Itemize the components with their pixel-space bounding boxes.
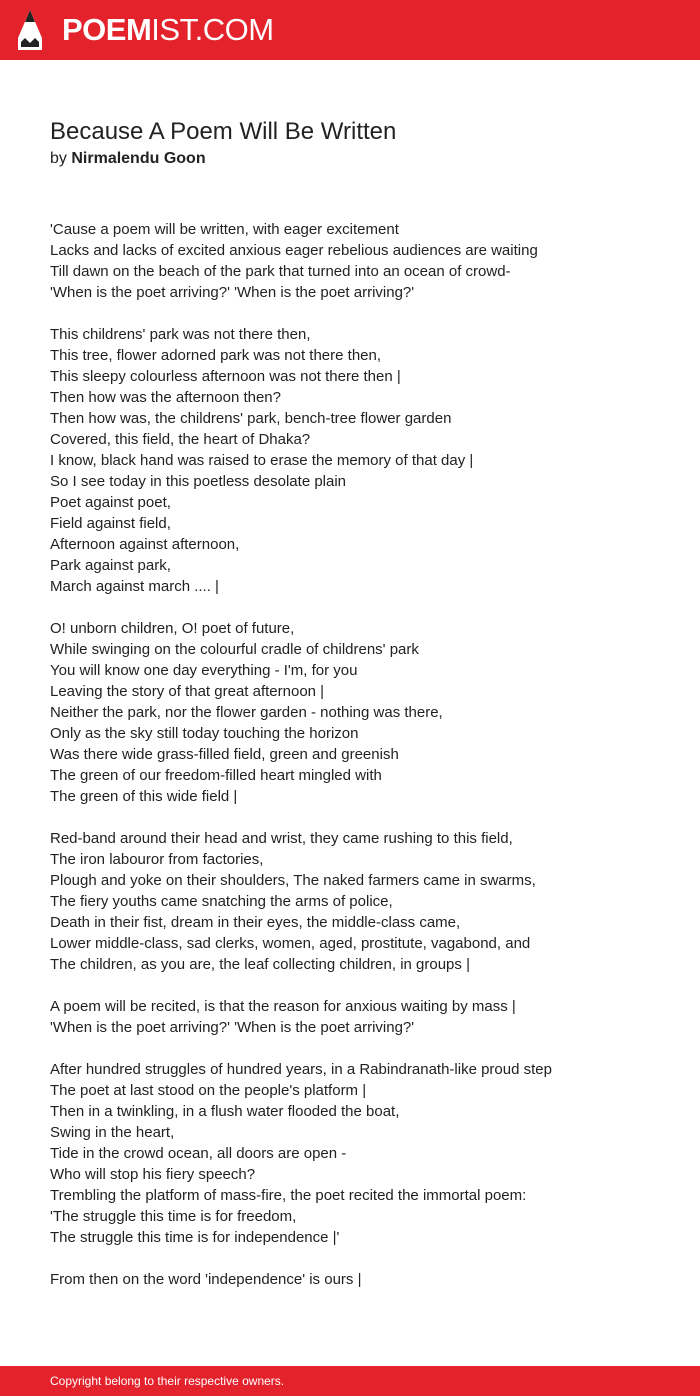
poem-line: After hundred struggles of hundred years, in a Rabindranath-like proud step	[50, 1061, 552, 1078]
logo-text-light: IST.COM	[151, 12, 274, 47]
poem-line: Red-band around their head and wrist, they came rushing to this field,	[50, 830, 513, 847]
poem-line: The green of our freedom-filled heart mingled with	[50, 767, 382, 784]
stanza	[50, 828, 670, 975]
by-label: by	[50, 150, 67, 167]
poem-line: March against march .... |	[50, 578, 219, 595]
poem-line: This childrens' park was not there then,	[50, 326, 311, 343]
poem-line: Swing in the heart,	[50, 1124, 175, 1141]
poem-body	[50, 219, 670, 1311]
poem-line: Till dawn on the beach of the park that turned into an ocean of crowd-	[50, 263, 511, 280]
poem-line: The iron labouror from factories,	[50, 851, 264, 868]
site-logo[interactable]	[62, 10, 274, 50]
poem-line: Only as the sky still today touching the horizon	[50, 725, 359, 742]
byline	[50, 148, 206, 170]
poem-line: Covered, this field, the heart of Dhaka?	[50, 431, 311, 448]
poem-line: 'Cause a poem will be written, with eager excitement	[50, 221, 399, 238]
stanza	[50, 219, 670, 303]
poem-line: O! unborn children, O! poet of future,	[50, 620, 295, 637]
poem-line: The struggle this time is for independence |'	[50, 1229, 340, 1246]
poem-line: Then how was the afternoon then?	[50, 389, 281, 406]
poem-line: Lower middle-class, sad clerks, women, aged, prostitute, vagabond, and	[50, 935, 531, 952]
poem-line: Was there wide grass-filled field, green and greenish	[50, 746, 399, 763]
poem-line: Who will stop his fiery speech?	[50, 1166, 256, 1183]
logo-text-bold: POEM	[62, 12, 152, 47]
poem-line: The poet at last stood on the people's platform |	[50, 1082, 367, 1099]
stanza	[50, 1269, 670, 1290]
poem-line: Then how was, the childrens' park, bench-tree flower garden	[50, 410, 452, 427]
poem-line: Field against field,	[50, 515, 171, 532]
poem-line: I know, black hand was raised to erase the memory of that day |	[50, 452, 474, 469]
copyright-text: Copyright belong to their respective owners.	[50, 1374, 285, 1388]
poem-line: So I see today in this poetless desolate plain	[50, 473, 347, 490]
poem-line: From then on the word 'independence' is ours |	[50, 1271, 362, 1288]
poem-line: Then in a twinkling, in a flush water flooded the boat,	[50, 1103, 400, 1120]
poem-line: Neither the park, nor the flower garden - nothing was there,	[50, 704, 443, 721]
stanza	[50, 618, 670, 807]
poem-line: You will know one day everything - I'm, for you	[50, 662, 358, 679]
poem-line: The green of this wide field |	[50, 788, 238, 805]
poem-line: Poet against poet,	[50, 494, 171, 511]
poem-line: The children, as you are, the leaf collecting children, in groups |	[50, 956, 470, 973]
site-footer	[0, 1366, 700, 1396]
site-header	[0, 0, 700, 60]
poem-line: Afternoon against afternoon,	[50, 536, 240, 553]
poem-line: Leaving the story of that great afternoon |	[50, 683, 325, 700]
poem-line: Park against park,	[50, 557, 171, 574]
poem-line: This tree, flower adorned park was not there then,	[50, 347, 382, 364]
poem-line: 'When is the poet arriving?' 'When is the poet arriving?'	[50, 1019, 415, 1036]
poem-line: This sleepy colourless afternoon was not there then |	[50, 368, 401, 385]
poem-line: A poem will be recited, is that the reason for anxious waiting by mass |	[50, 998, 516, 1015]
poem-line: 'The struggle this time is for freedom,	[50, 1208, 297, 1225]
poem-line: 'When is the poet arriving?' 'When is the poet arriving?'	[50, 284, 415, 301]
poem-line: Lacks and lacks of excited anxious eager rebelious audiences are waiting	[50, 242, 538, 259]
poem-line: Tide in the crowd ocean, all doors are open -	[50, 1145, 347, 1162]
poem-line: While swinging on the colourful cradle of childrens' park	[50, 641, 419, 658]
author-name[interactable]: Nirmalendu Goon	[71, 150, 206, 167]
poem-line: Plough and yoke on their shoulders, The naked farmers came in swarms,	[50, 872, 536, 889]
poem-line: Trembling the platform of mass-fire, the poet recited the immortal poem:	[50, 1187, 527, 1204]
stanza	[50, 324, 670, 597]
poem-line: The fiery youths came snatching the arms of police,	[50, 893, 393, 910]
poem-line: Death in their fist, dream in their eyes, the middle-class came,	[50, 914, 461, 931]
poem-title: Because A Poem Will Be Written	[50, 118, 397, 145]
stanza	[50, 996, 670, 1038]
stanza	[50, 1059, 670, 1248]
pencil-tip-icon	[18, 10, 42, 50]
